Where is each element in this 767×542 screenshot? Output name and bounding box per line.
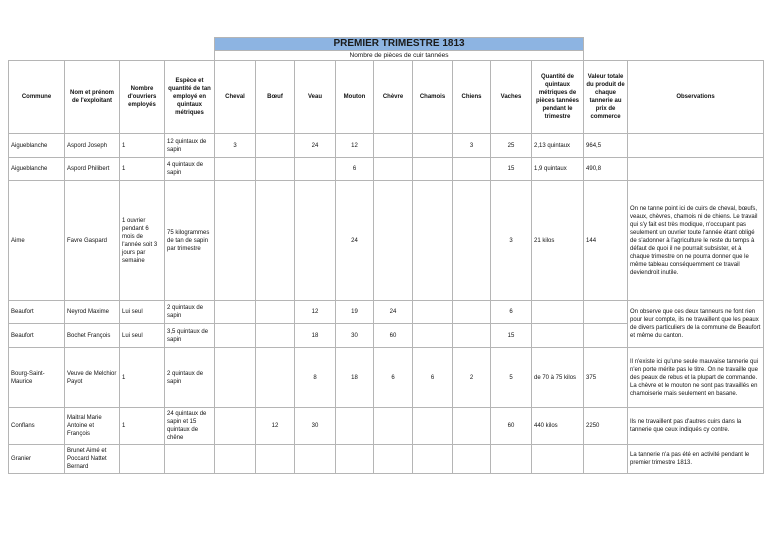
page-title: PREMIER TRIMESTRE 1813 — [215, 38, 584, 51]
header-valeur: Valeur totale du produit de chaque tannerie au prix de commerce — [584, 61, 628, 134]
header-veau: Veau — [295, 61, 336, 134]
cell-vaches: 60 — [491, 408, 532, 445]
cell-mouton: 18 — [336, 348, 374, 408]
cell-boeuf — [256, 301, 295, 324]
cell-valeur: 490,8 — [584, 158, 628, 181]
cell-ouvriers: Lui seul — [120, 324, 165, 348]
cell-vaches: 15 — [491, 324, 532, 348]
cell-espece: 24 quintaux de sapin et 15 quintaux de chêne — [165, 408, 215, 445]
cell-chamois — [413, 134, 453, 158]
table-row — [9, 301, 764, 324]
cell-vaches — [491, 445, 532, 474]
cell-mouton: 6 — [336, 158, 374, 181]
cell-veau: 12 — [295, 301, 336, 324]
cell-chiens — [453, 301, 491, 324]
cell-observations — [628, 134, 764, 158]
cell-veau — [295, 158, 336, 181]
cell-ouvriers: Lui seul — [120, 301, 165, 324]
cell-chamois — [413, 324, 453, 348]
cell-boeuf — [256, 348, 295, 408]
cell-cheval — [215, 158, 256, 181]
header-exploitant: Nom et prénom de l'exploitant — [65, 61, 120, 134]
cell-mouton — [336, 445, 374, 474]
cell-chiens — [453, 158, 491, 181]
cell-ouvriers: 1 — [120, 158, 165, 181]
cell-chevre: 6 — [374, 348, 413, 408]
cell-espece: 3,5 quintaux de sapin — [165, 324, 215, 348]
cell-espece: 2 quintaux de sapin — [165, 301, 215, 324]
cell-veau: 8 — [295, 348, 336, 408]
cell-veau — [295, 181, 336, 301]
cell-mouton: 12 — [336, 134, 374, 158]
cell-chamois — [413, 158, 453, 181]
cell-mouton — [336, 408, 374, 445]
leather-count-subheader: Nombre de pièces de cuir tannées — [215, 51, 584, 61]
cell-exploitant: Brunet Aimé et Poccard Nattet Bernard — [65, 445, 120, 474]
cell-exploitant: Neyrod Maxime — [65, 301, 120, 324]
cell-exploitant: Favre Gaspard — [65, 181, 120, 301]
cell-espece: 12 quintaux de sapin — [165, 134, 215, 158]
cell-quantite — [532, 445, 584, 474]
cell-exploitant: Aspord Joseph — [65, 134, 120, 158]
cell-valeur — [584, 324, 628, 348]
cell-observations — [628, 158, 764, 181]
cell-cheval — [215, 408, 256, 445]
cell-chevre — [374, 181, 413, 301]
cell-mouton: 19 — [336, 301, 374, 324]
cell-commune: Conflans — [9, 408, 65, 445]
cell-veau: 24 — [295, 134, 336, 158]
cell-quantite: 2,13 quintaux — [532, 134, 584, 158]
header-vaches: Vaches — [491, 61, 532, 134]
cell-chamois: 6 — [413, 348, 453, 408]
cell-mouton: 24 — [336, 181, 374, 301]
cell-chiens: 3 — [453, 134, 491, 158]
cell-quantite: de 70 à 75 kilos — [532, 348, 584, 408]
cell-chiens — [453, 181, 491, 301]
header-chiens: Chiens — [453, 61, 491, 134]
table-row — [9, 348, 764, 408]
cell-quantite: 21 kilos — [532, 181, 584, 301]
cell-espece: 4 quintaux de sapin — [165, 158, 215, 181]
cell-chevre — [374, 158, 413, 181]
cell-boeuf — [256, 181, 295, 301]
cell-exploitant: Aspord Philibert — [65, 158, 120, 181]
cell-boeuf — [256, 158, 295, 181]
header-commune: Commune — [9, 61, 65, 134]
cell-observations: La tannerie n'a pas été en activité pendant le premier trimestre 1813. — [628, 445, 764, 474]
cell-observations: Il n'existe ici qu'une seule mauvaise tannerie qui n'en porte mérite pas le titre. On ne travaille que des peaux de rebus et la plupart de commande. La chèvre et le mouton ne sont pas travaillés en chamoiserie mais seulement en basane. — [628, 348, 764, 408]
header-chevre: Chèvre — [374, 61, 413, 134]
cell-vaches: 3 — [491, 181, 532, 301]
table-row — [9, 134, 764, 158]
cell-espece: 75 kilogrammes de tan de sapin par trimestre — [165, 181, 215, 301]
cell-commune: Beaufort — [9, 324, 65, 348]
cell-chamois — [413, 301, 453, 324]
cell-cheval — [215, 348, 256, 408]
cell-chevre — [374, 134, 413, 158]
cell-chevre — [374, 408, 413, 445]
cell-chevre — [374, 445, 413, 474]
header-chamois: Chamois — [413, 61, 453, 134]
cell-ouvriers: 1 — [120, 408, 165, 445]
cell-ouvriers — [120, 445, 165, 474]
cell-ouvriers: 1 — [120, 134, 165, 158]
cell-cheval — [215, 301, 256, 324]
cell-quantite: 440 kilos — [532, 408, 584, 445]
cell-boeuf — [256, 445, 295, 474]
cell-boeuf: 12 — [256, 408, 295, 445]
cell-quantite — [532, 324, 584, 348]
cell-chiens — [453, 408, 491, 445]
cell-vaches: 6 — [491, 301, 532, 324]
cell-commune: Beaufort — [9, 301, 65, 324]
cell-commune: Aigueblanche — [9, 158, 65, 181]
cell-observations: Ils ne travaillent pas d'autres cuirs dans la tannerie que ceux indiqués cy contre. — [628, 408, 764, 445]
table-row — [9, 181, 764, 301]
cell-valeur — [584, 301, 628, 324]
cell-chevre: 24 — [374, 301, 413, 324]
cell-ouvriers: 1 — [120, 348, 165, 408]
cell-commune: Bourg-Saint-Maurice — [9, 348, 65, 408]
cell-valeur: 144 — [584, 181, 628, 301]
header-cheval: Cheval — [215, 61, 256, 134]
table-row — [9, 408, 764, 445]
cell-vaches: 15 — [491, 158, 532, 181]
cell-chiens — [453, 445, 491, 474]
cell-espece: 2 quintaux de sapin — [165, 348, 215, 408]
cell-commune: Aime — [9, 181, 65, 301]
cell-quantite — [532, 301, 584, 324]
cell-chamois — [413, 445, 453, 474]
header-observations: Observations — [628, 61, 764, 134]
cell-chiens — [453, 324, 491, 348]
cell-quantite: 1,9 quintaux — [532, 158, 584, 181]
cell-cheval — [215, 181, 256, 301]
cell-chamois — [413, 408, 453, 445]
cell-observations: On ne tanne point ici de cuirs de cheval, bœufs, veaux, chèvres, chamois ni de chiens. Le travail qui s'y fait est très modique, n'occupant pas seulement un ouvrier toute l'année étant obligé de s'adonner à l'agriculture le reste du temps à défaut de quoi il ne pourrait subsister, et à chaque trimestre on ne pourra donner que le même tableau conséquemment ce travail deviendroit inutile. — [628, 181, 764, 301]
cell-observations: On observe que ces deux tanneurs ne font rien pour leur compte, ils ne travaillent que les peaux de divers particuliers de la commune de Beaufort et même du canton. — [628, 301, 764, 348]
cell-cheval — [215, 324, 256, 348]
header-espece: Espèce et quantité de tan employé en quintaux métriques — [165, 61, 215, 134]
cell-exploitant: Veuve de Melchior Payot — [65, 348, 120, 408]
cell-cheval — [215, 445, 256, 474]
cell-vaches: 5 — [491, 348, 532, 408]
cell-vaches: 25 — [491, 134, 532, 158]
header-quantite: Quantité de quintaux métriques de pièces tannées pendant le trimestre — [532, 61, 584, 134]
cell-commune: Granier — [9, 445, 65, 474]
cell-valeur: 375 — [584, 348, 628, 408]
cell-mouton: 30 — [336, 324, 374, 348]
cell-commune: Aigueblanche — [9, 134, 65, 158]
tannery-table — [8, 37, 764, 474]
header-boeuf: Bœuf — [256, 61, 295, 134]
cell-exploitant: Maitral Marie Antoine et François — [65, 408, 120, 445]
cell-valeur — [584, 445, 628, 474]
cell-boeuf — [256, 324, 295, 348]
cell-chamois — [413, 181, 453, 301]
cell-veau: 18 — [295, 324, 336, 348]
cell-boeuf — [256, 134, 295, 158]
cell-cheval: 3 — [215, 134, 256, 158]
cell-chevre: 60 — [374, 324, 413, 348]
cell-valeur: 2250 — [584, 408, 628, 445]
cell-veau: 30 — [295, 408, 336, 445]
header-mouton: Mouton — [336, 61, 374, 134]
table-row — [9, 158, 764, 181]
cell-exploitant: Bochet François — [65, 324, 120, 348]
cell-chiens: 2 — [453, 348, 491, 408]
cell-ouvriers: 1 ouvrier pendant 6 mois de l'année soit 3 jours par semaine — [120, 181, 165, 301]
cell-valeur: 964,5 — [584, 134, 628, 158]
table-row — [9, 445, 764, 474]
cell-veau — [295, 445, 336, 474]
cell-espece — [165, 445, 215, 474]
header-ouvriers: Nombre d'ouvriers employés — [120, 61, 165, 134]
